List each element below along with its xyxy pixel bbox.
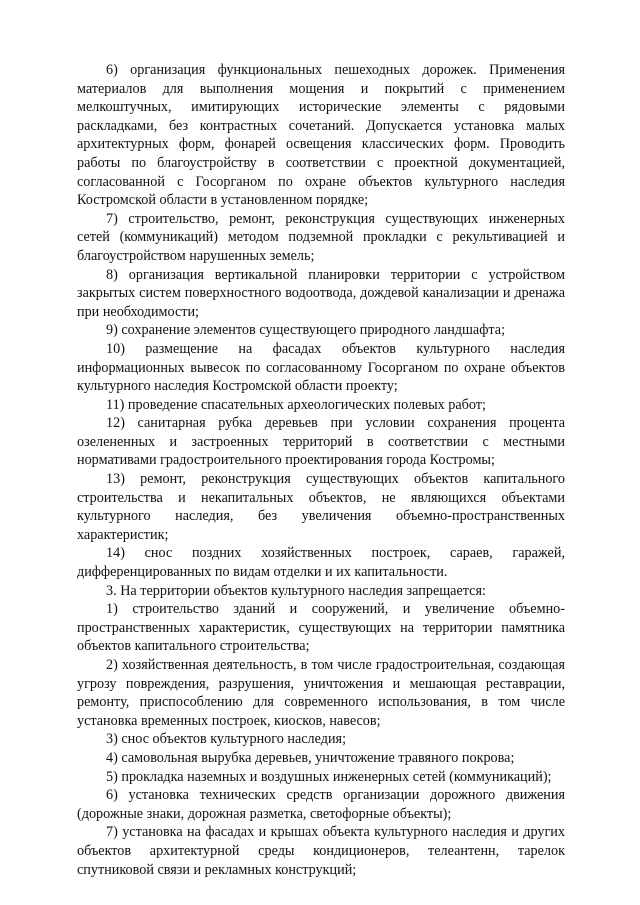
prohibition-2-economic-activity: 2) хозяйственная деятельность, в том числе градостроительная, создающая угрозу повреждения, разрушения, уничтожения и мешающая реставрации, ремонту, приспособлению для современного использования, в том числе установка временных построек, киосков, навесов; (77, 657, 565, 729)
paragraph-7-engineering-networks: 7) строительство, ремонт, реконструкция существующих инженерных сетей (коммуникаций) методом подземной прокладки с рекультивацией и благоустройством нарушенных земель; (77, 210, 565, 264)
prohibition-4-tree-felling: 4) самовольная вырубка деревьев, уничтожение травяного покрова; (106, 749, 515, 766)
paragraph-11-archaeology: 11) проведение спасательных археологических полевых работ; (106, 396, 486, 413)
paragraph-13-repair: 13) ремонт, реконструкция существующих объектов капитального строительства и некапитальных объектов, не являющихся объектами культурного наследия, без увеличения объемно-пространственных характеристик; (77, 471, 565, 543)
paragraph-6-pedestrian-paths: 6) организация функциональных пешеходных дорожек. Применения материалов для выполнения мощения и покрытий с применением мелкоштучных, имитирующих исторические элементы с рядовыми раскладками, без контрастных сочетаний. Допускается установка малых архитектурных форм, фонарей освещения классических форм. Проводить работы по благоустройству в соответствии с проектной документацией, согласованной с Госорганом по охране объектов культурного наследия Костромской области в установленном порядке; (77, 62, 565, 209)
paragraph-8-vertical-planning: 8) организация вертикальной планировки территории с устройством закрытых систем поверхностного водоотвода, дождевой канализации и дренажа при необходимости; (77, 266, 565, 320)
prohibition-5-networks: 5) прокладка наземных и воздушных инженерных сетей (коммуникаций); (106, 768, 552, 785)
prohibition-7-facade-equipment: 7) установка на фасадах и крышах объекта культурного наследия и других объектов архитектурной среды кондиционеров, телеантенн, тарелок спутниковой связи и рекламных конструкций; (77, 824, 565, 878)
prohibition-3-demolition: 3) снос объектов культурного наследия; (106, 731, 347, 748)
prohibition-6-traffic-means: 6) установка технических средств организации дорожного движения (дорожные знаки, дорожная разметка, светофорные объекты); (77, 787, 565, 822)
paragraph-10-signage: 10) размещение на фасадах объектов культурного наследия информационных вывесок по согласованному Госорганом по охране объектов культурного наследия Костромской области проекту; (77, 340, 565, 395)
paragraph-12-sanitary-felling: 12) санитарная рубка деревьев при условии сохранения процента озелененных и застроенных территорий в соответствии с местными нормативами градостроительного проектирования города Костромы; (77, 415, 565, 469)
paragraph-9-landscape: 9) сохранение элементов существующего природного ландшафта; (106, 322, 506, 339)
section-3-heading: 3. На территории объектов культурного наследия запрещается: (106, 582, 486, 599)
prohibition-1-construction: 1) строительство зданий и сооружений, и увеличение объемно-пространственных характеристик, существующих на территории памятника объектов капитального строительства; (77, 601, 565, 655)
paragraph-14-demolition: 14) снос поздних хозяйственных построек, сараев, гаражей, дифференцированных по видам отделки и их капитальности. (77, 545, 565, 581)
document-page (77, 61, 565, 879)
